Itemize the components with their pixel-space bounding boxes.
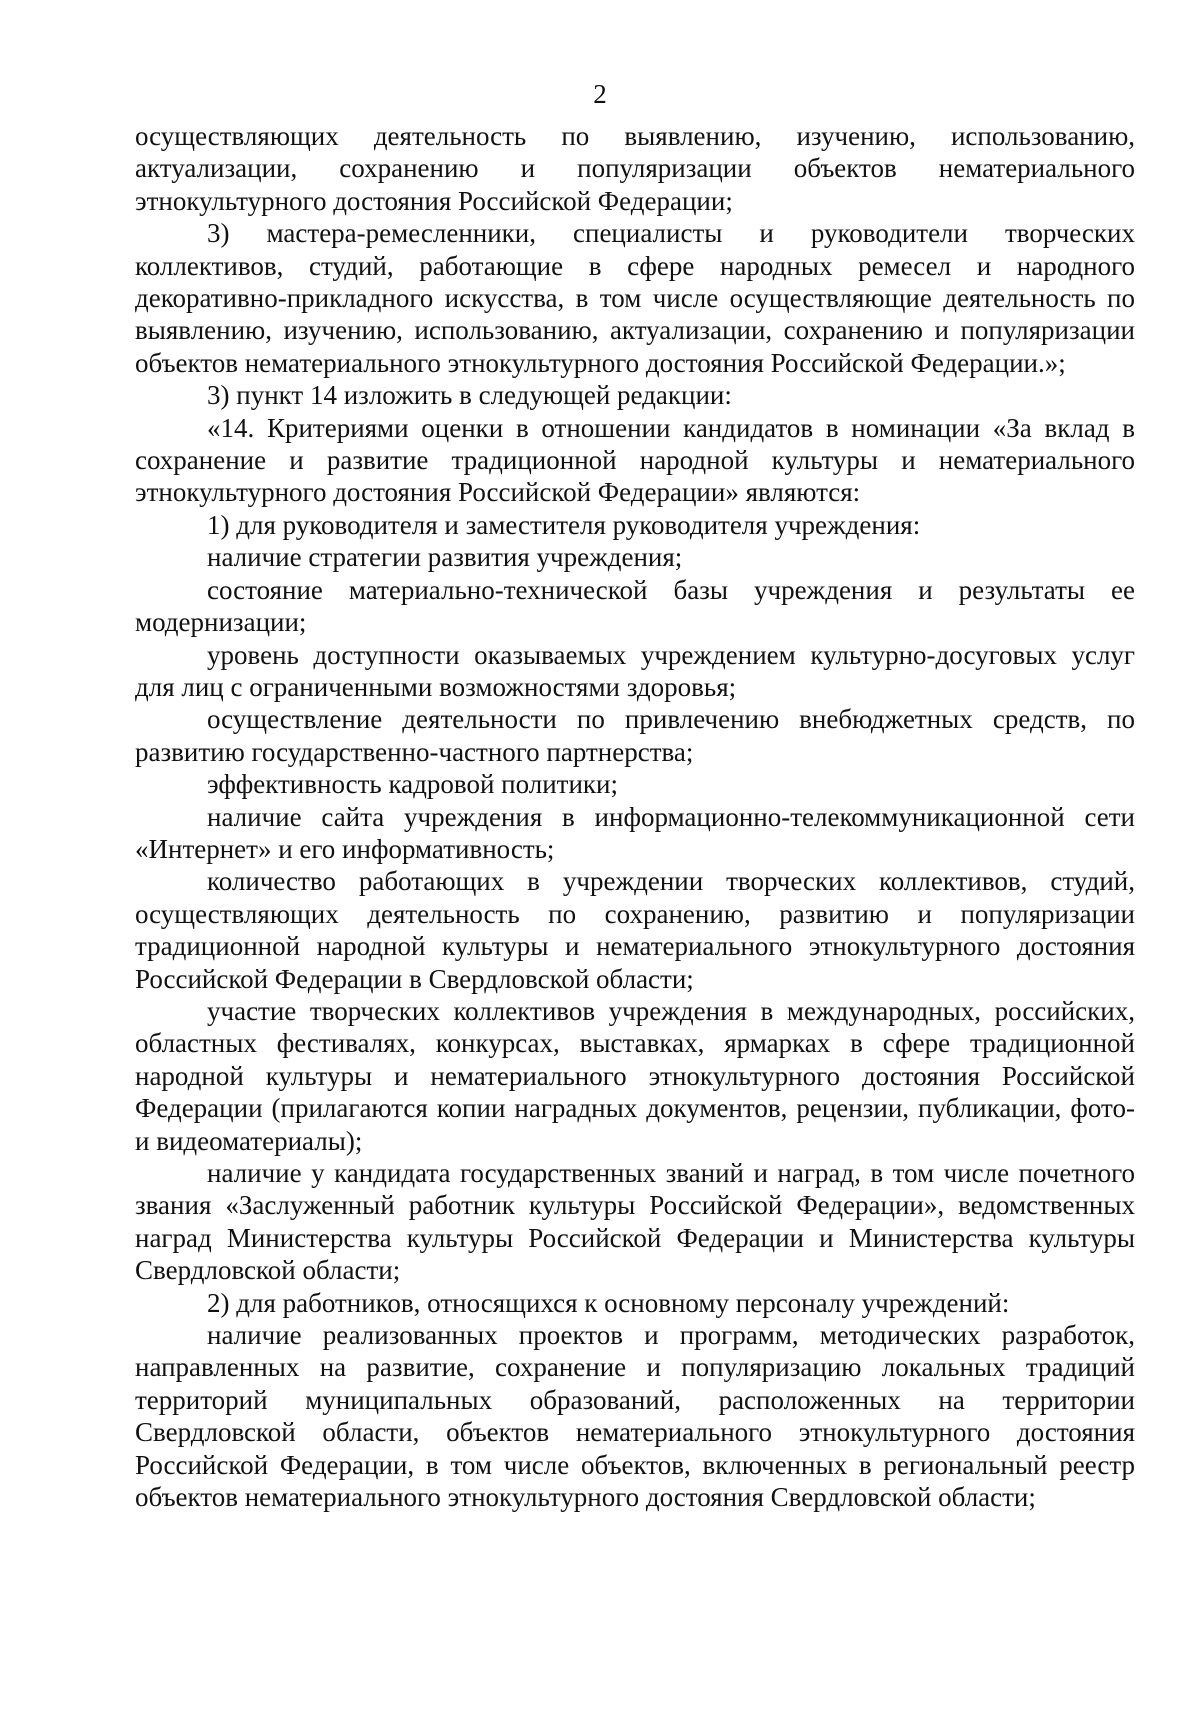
document-body <box>135 120 1135 1513</box>
paragraph-criteria-intro: «14. Критериями оценки в отношении кандидатов в номинации «За вклад в сохранение и развитие традиционной народной культуры и нематериального этнокультурного достояния Российской Федерации» являются: <box>135 412 1135 508</box>
criterion-item: количество работающих в учреждении творческих коллективов, студий, осуществляющих деятельность по сохранению, развитию и популяризации традиционной народной культуры и нематериального этнокультурного достояния Российской Федерации в Свердловской области; <box>135 866 1135 994</box>
subsection-heads: 1) для руководителя и заместителя руководителя учреждения: <box>207 509 921 540</box>
criterion-item: наличие реализованных проектов и программ, методических разработок, направленных на развитие, сохранение и популяризацию локальных традиций территорий муниципальных образований, расположенных на территории Свердловской области, объектов нематериального этнокультурного достояния Российской Федерации, в том числе объектов, включенных в региональный реестр объектов нематериального этнокультурного достояния Свердловской области; <box>135 1320 1135 1513</box>
paragraph: осуществляющих деятельность по выявлению, изучению, использованию, актуализации, сохранению и популяризации объектов нематериального этнокультурного достояния Российской Федерации; <box>135 121 1135 216</box>
criterion-item: участие творческих коллективов учреждения в международных, российских, областных фестивалях, конкурсах, выставках, ярмарках в сфере традиционной народной культуры и нематериального этнокультурного достояния Российской Федерации (прилагаются копии наградных документов, рецензии, публикации, фото- и видеоматериалы); <box>135 995 1135 1156</box>
list-item-craftsmen: 3) мастера-ремесленники, специалисты и руководители творческих коллективов, студий, работающие в сфере народных ремесел и народного декоративно-прикладного искусства, в том числе осуществляющие деятельность по выявлению, изучению, использованию, актуализации, сохранению и популяризации объектов нематериального этнокультурного достояния Российской Федерации.»; <box>135 218 1135 378</box>
criterion-item: наличие сайта учреждения в информационно-телекоммуникационной сети «Интернет» и его информативность; <box>135 801 1135 864</box>
criterion-item: осуществление деятельности по привлечению внебюджетных средств, по развитию государственно-частного партнерства; <box>135 704 1135 767</box>
criterion-item: эффективность кадровой политики; <box>207 769 618 800</box>
page-number: 2 <box>593 79 607 109</box>
criterion-item: наличие стратегии развития учреждения; <box>207 542 683 573</box>
criterion-item: состояние материально-технической базы учреждения и результаты ее модернизации; <box>135 574 1135 638</box>
amendment-item-point-14: 3) пункт 14 изложить в следующей редакции: <box>207 380 732 411</box>
criterion-item: уровень доступности оказываемых учреждением культурно-досуговых услуг для лиц с ограниченными возможностями здоровья; <box>135 639 1135 702</box>
subsection-staff: 2) для работников, относящихся к основному персоналу учреждений: <box>207 1287 1010 1318</box>
criterion-item: наличие у кандидата государственных званий и наград, в том числе почетного звания «Заслуженный работник культуры Российской Федерации», ведомственных наград Министерства культуры Российской Федерации и Министерства культуры Свердловской области; <box>135 1158 1135 1286</box>
